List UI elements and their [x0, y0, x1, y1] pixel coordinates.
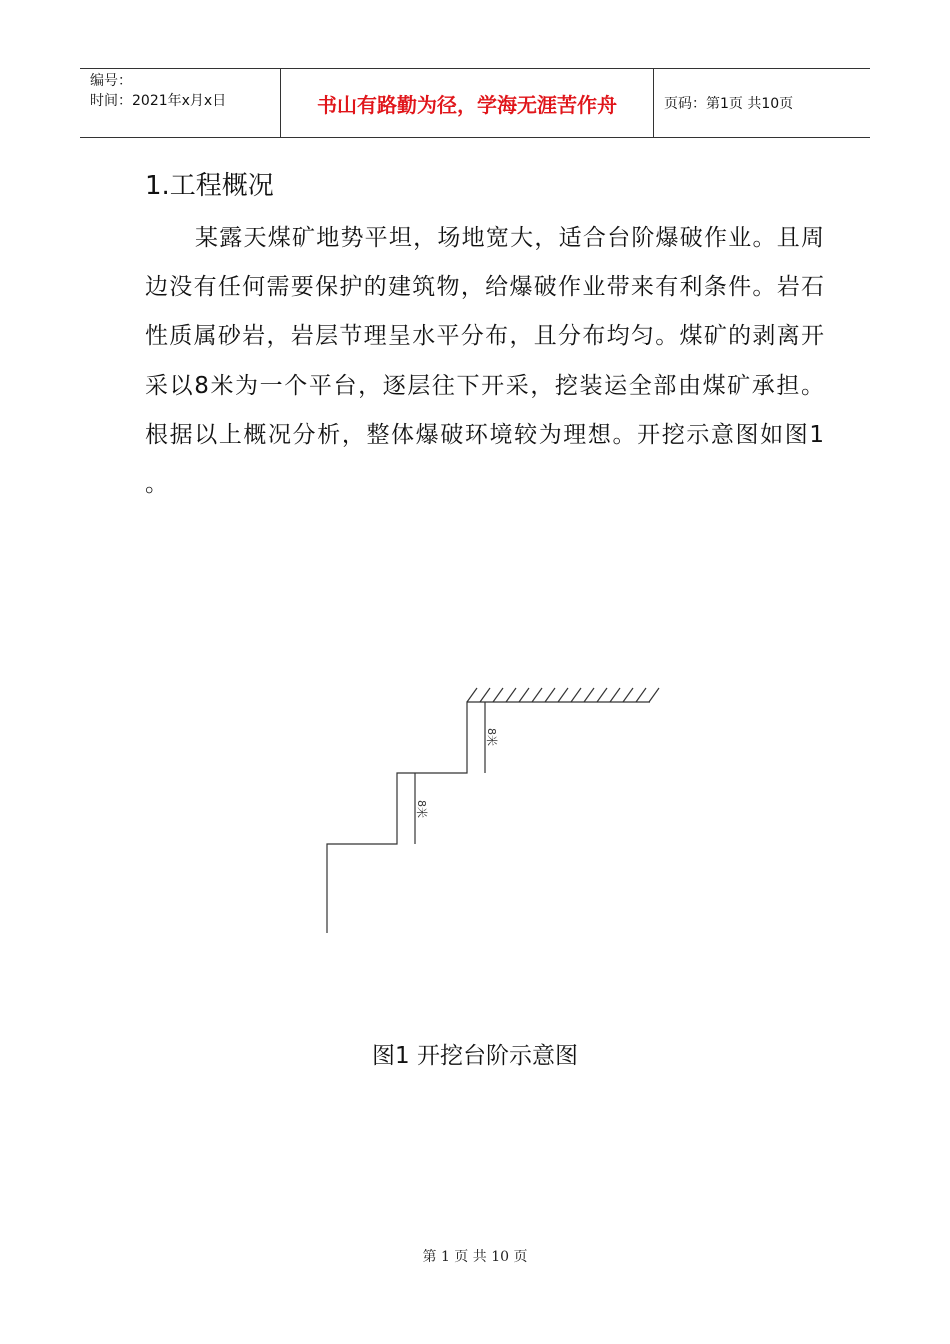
header-meta-cell [80, 69, 281, 137]
header-motto-cell [281, 69, 654, 137]
ground-hatching [467, 688, 659, 702]
document-date-label: 时间：2021年x月x日 [90, 93, 227, 109]
header-motto: 书山有路勤为径，学海无涯苦作舟 [317, 92, 617, 117]
page-footer: 第 1 页 共 10 页 [422, 1249, 528, 1265]
lower-height-label: 8米 [415, 800, 428, 818]
header-page-cell [654, 69, 870, 137]
figure-caption: 图1 开挖台阶示意图 [372, 1043, 578, 1069]
body-paragraph: 某露天煤矿地势平坦，场地宽大，适合台阶爆破作业。且周边没有任何需要保护的建筑物，给爆破作业带来有利条件。岩石性质属砂岩，岩层节理呈水平分布，且分布均匀。煤矿的剥离开采以8米为一个平台，逐层往下开采，挖装运全部由煤矿承担。根据以上概况分析，整体爆破环境较为理想。开挖示意图如图1 。 [145, 225, 825, 498]
document-number-label: 编号： [90, 73, 132, 89]
document-header [80, 68, 870, 138]
section-title: 1.工程概况 [145, 171, 274, 201]
bench-excavation-diagram [300, 675, 680, 945]
upper-height-label: 8米 [485, 728, 498, 746]
header-page-info: 页码：第1页 共10页 [664, 96, 794, 112]
